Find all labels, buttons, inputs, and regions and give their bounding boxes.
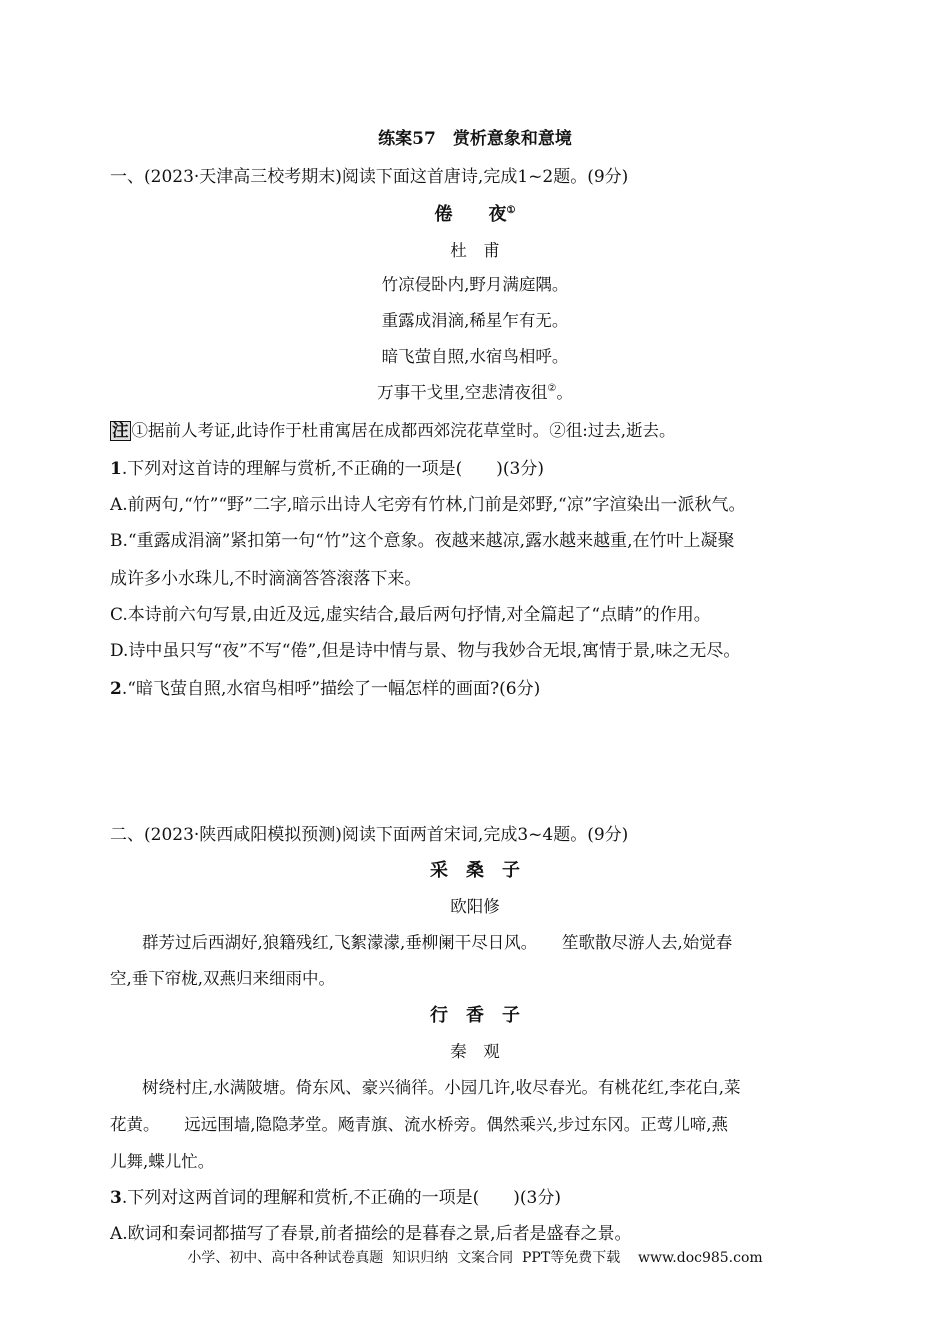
poem-title (0, 204, 950, 226)
option-b-continued: 成许多小水珠儿,不时滴滴答答滚落下来。 (110, 569, 422, 589)
poem1-line-2: 空,垂下帘栊,双燕归来细雨中。 (110, 969, 335, 988)
note (110, 420, 676, 442)
note-label: 注 (112, 421, 129, 440)
poem-title-text: 倦 夜 (434, 204, 507, 225)
poem2-line-3: 儿舞,蝶儿忙。 (110, 1152, 215, 1171)
poem-line-2: 重露成涓滴,稀星乍有无。 (381, 311, 569, 330)
poem-line-3: 暗飞萤自照,水宿鸟相呼。 (381, 347, 569, 366)
option-d: D.诗中虽只写“夜”不写“倦”,但是诗中情与景、物与我妙合无垠,寓情于景,味之无尽。 (110, 641, 741, 661)
option-b: B.“重露成涓滴”紧扣第一句“竹”这个意象。夜越来越凉,露水越来越重,在竹叶上凝聚 (110, 531, 735, 551)
question-2-text: .“暗飞萤自照,水宿鸟相呼”描绘了一幅怎样的画面?(6分) (121, 679, 541, 699)
question-3 (110, 1187, 561, 1209)
poem-line-4 (0, 382, 950, 404)
poem-line-4-end: 。 (556, 383, 573, 402)
poem2-author: 秦 观 (450, 1042, 500, 1061)
note-text: ①据前人考证,此诗作于杜甫寓居在成都西郊浣花草堂时。②徂:过去,逝去。 (131, 421, 676, 440)
question-3-option-a: A.欧词和秦词都描写了春景,前者描绘的是暮春之景,后者是盛春之景。 (110, 1224, 632, 1244)
footer-watermark: 小学、初中、高中各种试卷真题 知识归纳 文案合同 PPT等免费下载 www.doc985.com (187, 1250, 763, 1266)
question-1-number: 1 (110, 459, 122, 479)
question-3-text: .下列对这两首词的理解和赏析,不正确的一项是( )(3分) (121, 1188, 561, 1208)
poem1-line-1: 群芳过后西湖好,狼籍残红,飞絮濛濛,垂柳阑干尽日风。 笙歌散尽游人去,始觉春 (142, 933, 733, 952)
poem-line-1: 竹凉侵卧内,野月满庭隅。 (381, 275, 569, 294)
question-2-number: 2 (110, 679, 122, 699)
poem-line-4-text: 万事干戈里,空悲清夜徂 (377, 383, 548, 402)
question-2 (110, 678, 540, 700)
poem-line-4-note-mark: ② (547, 383, 557, 394)
section2-heading: 二、(2023·陕西咸阳模拟预测)阅读下面两首宋词,完成3~4题。(9分) (110, 825, 629, 845)
option-a: A.前两句,“竹”“野”二字,暗示出诗人宅旁有竹林,门前是郊野,“凉”字渲染出一派秋气。 (110, 495, 746, 515)
section1-heading: 一、(2023·天津高三校考期末)阅读下面这首唐诗,完成1~2题。(9分) (110, 167, 629, 187)
question-3-number: 3 (110, 1188, 122, 1208)
page-title: 练案57 赏析意象和意境 (378, 129, 572, 149)
poem-title-note-mark: ① (506, 205, 516, 216)
poem2-line-2: 花黄。 远远围墙,隐隐茅堂。飏青旗、流水桥旁。偶然乘兴,步过东冈。正莺儿啼,燕 (110, 1115, 728, 1134)
question-1 (110, 458, 544, 480)
poem1-author: 欧阳修 (450, 897, 500, 916)
poem1-title: 采 桑 子 (430, 860, 520, 881)
option-c: C.本诗前六句写景,由近及远,虚实结合,最后两句抒情,对全篇起了“点睛”的作用。 (110, 605, 711, 625)
poem2-title: 行 香 子 (430, 1005, 520, 1026)
question-1-text: .下列对这首诗的理解与赏析,不正确的一项是( )(3分) (121, 459, 544, 479)
poem-author: 杜 甫 (450, 241, 500, 260)
poem2-line-1: 树绕村庄,水满陂塘。倚东风、豪兴徜徉。小园几许,收尽春光。有桃花红,李花白,菜 (142, 1078, 741, 1097)
